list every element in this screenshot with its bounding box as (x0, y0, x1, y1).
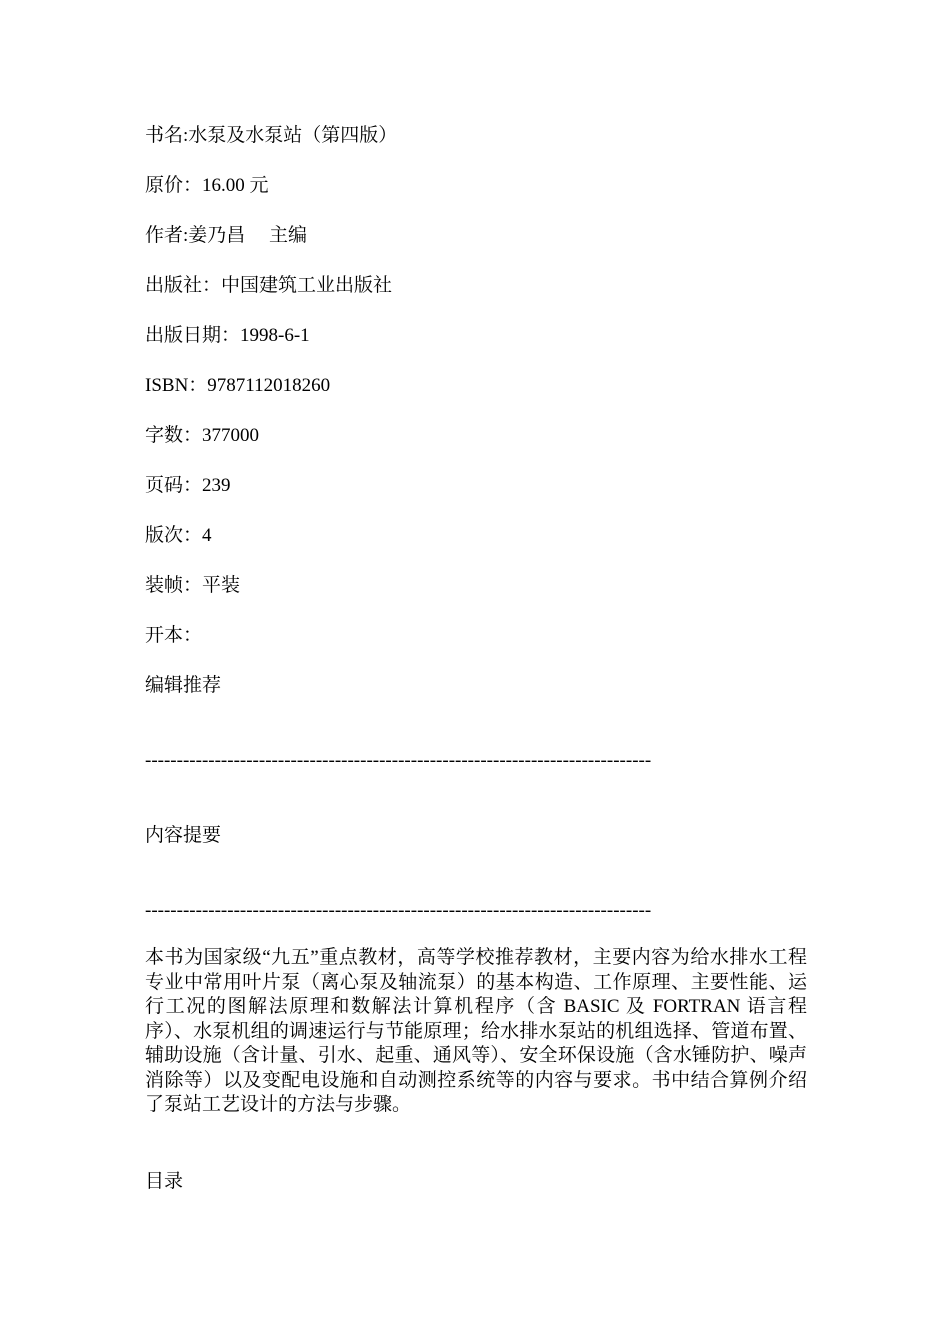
author: 作者:姜乃昌 主编 (145, 225, 308, 246)
isbn: ISBN：9787112018260 (145, 375, 331, 396)
divider-line: -------------------------------------------------------------------------------- (145, 900, 652, 921)
summary-heading: 内容提要 (145, 825, 222, 846)
page-count: 页码：239 (145, 475, 231, 496)
divider-line: -------------------------------------------------------------------------------- (145, 750, 652, 771)
binding: 装帧：平装 (145, 575, 241, 596)
edition: 版次：4 (145, 525, 212, 546)
editor-recommend-heading: 编辑推荐 (145, 675, 222, 696)
toc-heading: 目录 (145, 1171, 184, 1192)
publisher: 出版社：中国建筑工业出版社 (145, 275, 393, 296)
original-price: 原价：16.00 元 (145, 175, 269, 196)
word-count: 字数：377000 (145, 425, 260, 446)
book-format: 开本： (145, 625, 203, 646)
book-title: 书名:水泵及水泵站（第四版） (145, 125, 398, 146)
publication-date: 出版日期：1998-6-1 (145, 325, 310, 346)
summary-paragraph: 本书为国家级“九五”重点教材，高等学校推荐教材，主要内容为给水排水工程专业中常用叶片泵（离心泵及轴流泵）的基本构造、工作原理、主要性能、运行工况的图解法原理和数解法计算机程序（含 BASIC 及 FORTRAN 语言程序）、水泵机组的调速运行与节能原理；给水排水泵站的机组选择、管道布置、辅助设施（含计量、引水、起重、通风等）、安全环保设施（含水锤防护、噪声消除等）以及变配电设施和自动测控系统等的内容与要求。书中结合算例介绍了泵站工艺设计的方法与步骤。 (145, 947, 807, 1115)
